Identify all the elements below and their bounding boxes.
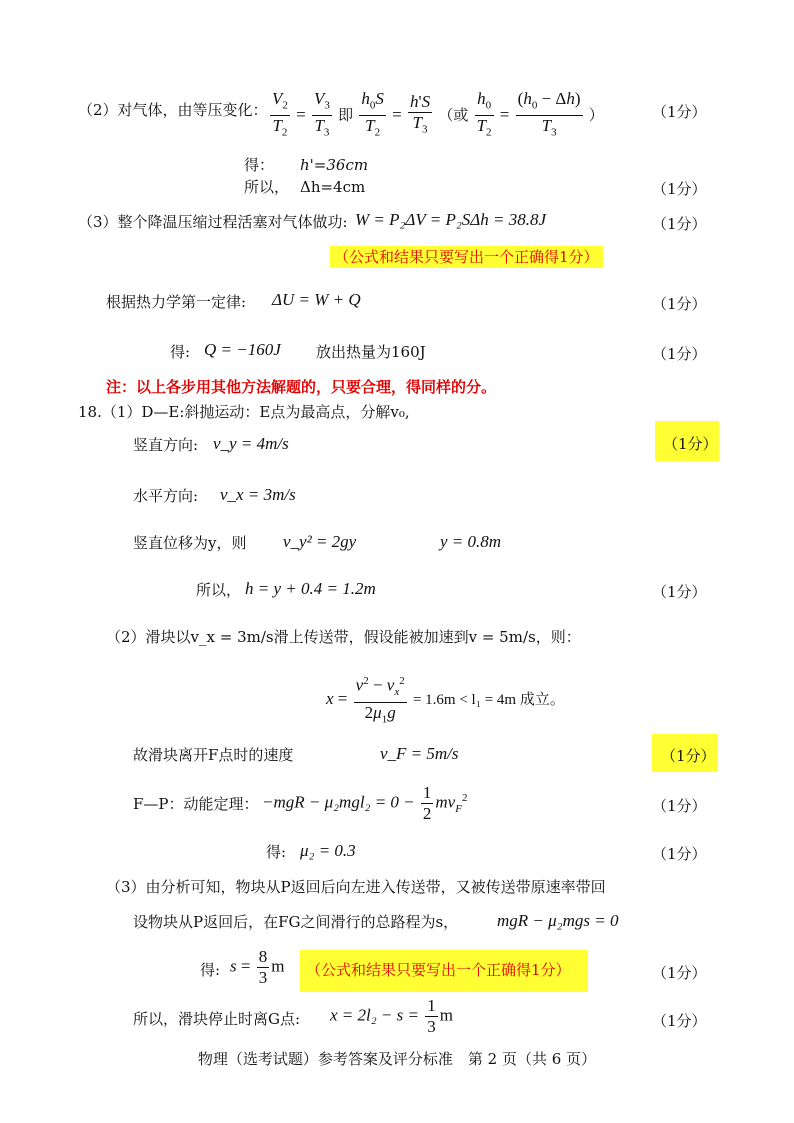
p3-q-text: 放出热量为160J — [316, 343, 426, 361]
q18-part3-line2: 设物块从P返回后，在FG之间滑行的总路程为s， — [133, 913, 459, 931]
q18-head: 18.（1）D—E:斜抛运动：E点为最高点，分解v₀, — [78, 403, 410, 421]
p2-isobaric-formula: $\frac{V_2}{T_2}$ = $\frac{V_3}{T_3}$ 即 $\frac{h_0S}{T_2}$ = $\frac{h'S}{T_3}$ （或 $\frac{h_0}{T_2}$ = $\frac{(h_0 - \Delta h)}{T_3}$ ） — [272, 89, 604, 139]
q18-vert-label: 竖直方向: — [133, 436, 199, 454]
q18-score-stop: （1分） — [652, 1012, 707, 1030]
q18-score-mu: （1分） — [652, 845, 707, 863]
q18-mu: μ₂ = 0.3 — [300, 841, 356, 860]
p2-dh: Δh=4cm — [300, 178, 366, 196]
p3-note-highlight: （公式和结果只要写出一个正确得1分） — [330, 246, 603, 268]
p3-score-3: （1分） — [652, 345, 707, 363]
q18-s-note: （公式和结果只要写出一个正确得1分） — [306, 961, 571, 979]
q18-score-h: （1分） — [652, 583, 707, 601]
q18-disp-label: 竖直位移为y，则 — [133, 534, 247, 552]
q18-mu-label: 得: — [266, 843, 287, 861]
p2-result-value: h'=36cm — [300, 156, 369, 174]
q18-stop-eq: x = 2l₂ − s = — [330, 1005, 419, 1025]
q18-score-fp: （1分） — [652, 797, 707, 815]
q18-fp-label: F—P：动能定理： — [133, 795, 259, 813]
p2-suoyi: 所以， — [244, 178, 290, 196]
q18-score-vy: （1分） — [663, 435, 718, 453]
q18-y: y = 0.8m — [440, 532, 502, 551]
q18-score-vf: （1分） — [661, 747, 716, 765]
q18-stop-label: 所以，滑块停止时离G点: — [133, 1010, 301, 1028]
q18-part2-line: （2）滑块以v_x = 3m/s滑上传送带，假设能被加速到v = 5m/s，则： — [106, 628, 581, 646]
q18-s-formula: s = $\frac{8}{3}$ m — [230, 947, 285, 987]
p2-or: （或 — [438, 107, 469, 124]
page-footer: 物理（选考试题）参考答案及评分标准 第 2 页（共 6 页） — [197, 1050, 597, 1068]
q18-score-s: （1分） — [652, 964, 707, 982]
q18-part3-eq: mgR − μ₂mgs = 0 — [497, 911, 619, 930]
q18-part3-line1: （3）由分析可知，物块从P返回后向左进入传送带，又被传送带原速率带回 — [106, 878, 606, 896]
p2-label: （2）对气体，由等压变化： — [78, 101, 268, 119]
p3-q-label: 得: — [170, 343, 191, 361]
q18-x-formula: x = $\frac{v^2 - v_x^2}{2\mu_1g}$ = 1.6m < l₁ = 4m 成立。 — [326, 672, 565, 728]
q18-vf-label: 故滑块离开F点时的速度 — [133, 746, 294, 764]
q18-vx: v_x = 3m/s — [220, 485, 296, 504]
q18-stop-formula: x = 2l₂ − s = $\frac{1}{3}$ m — [330, 996, 453, 1036]
p3-q-eq: Q = −160J — [204, 340, 281, 359]
p2-score-1: （1分） — [652, 103, 707, 121]
p3-first-law-eq: ΔU = W + Q — [272, 290, 361, 309]
red-note: 注：以上各步用其他方法解题的，只要合理，得同样的分。 — [106, 378, 497, 396]
p3-first-law-label: 根据热力学第一定律: — [106, 293, 247, 311]
p3-score-2: （1分） — [652, 295, 707, 313]
q18-h-label: 所以， — [196, 581, 242, 599]
q18-horiz-label: 水平方向: — [133, 487, 199, 505]
q18-vy: v_y = 4m/s — [213, 434, 289, 453]
q18-fp-formula: −mgR − μ₂mgl₂ = 0 − $\frac{1}{2}$ $mv_F^2$ — [262, 783, 468, 823]
p3-label: （3）整个降温压缩过程活塞对气体做功: — [78, 213, 348, 231]
p2-score-2: （1分） — [652, 180, 707, 198]
q18-fp-eq: −mgR − μ₂mgl₂ = 0 − — [262, 792, 415, 812]
p2-result-label: 得： — [244, 156, 275, 174]
q18-disp-eq: v_y² = 2gy — [283, 532, 357, 551]
q18-vf: v_F = 5m/s — [380, 744, 459, 763]
p3-work-eq: W = P₂ΔV = P₂SΔh = 38.8J — [355, 210, 546, 229]
p3-score-1: （1分） — [652, 215, 707, 233]
q18-h-eq: h = y + 0.4 = 1.2m — [245, 579, 376, 598]
q18-s-label: 得: — [200, 961, 221, 979]
q18-x-tail: = 1.6m < l₁ = 4m 成立。 — [412, 692, 565, 709]
p2-close: ） — [588, 107, 604, 124]
